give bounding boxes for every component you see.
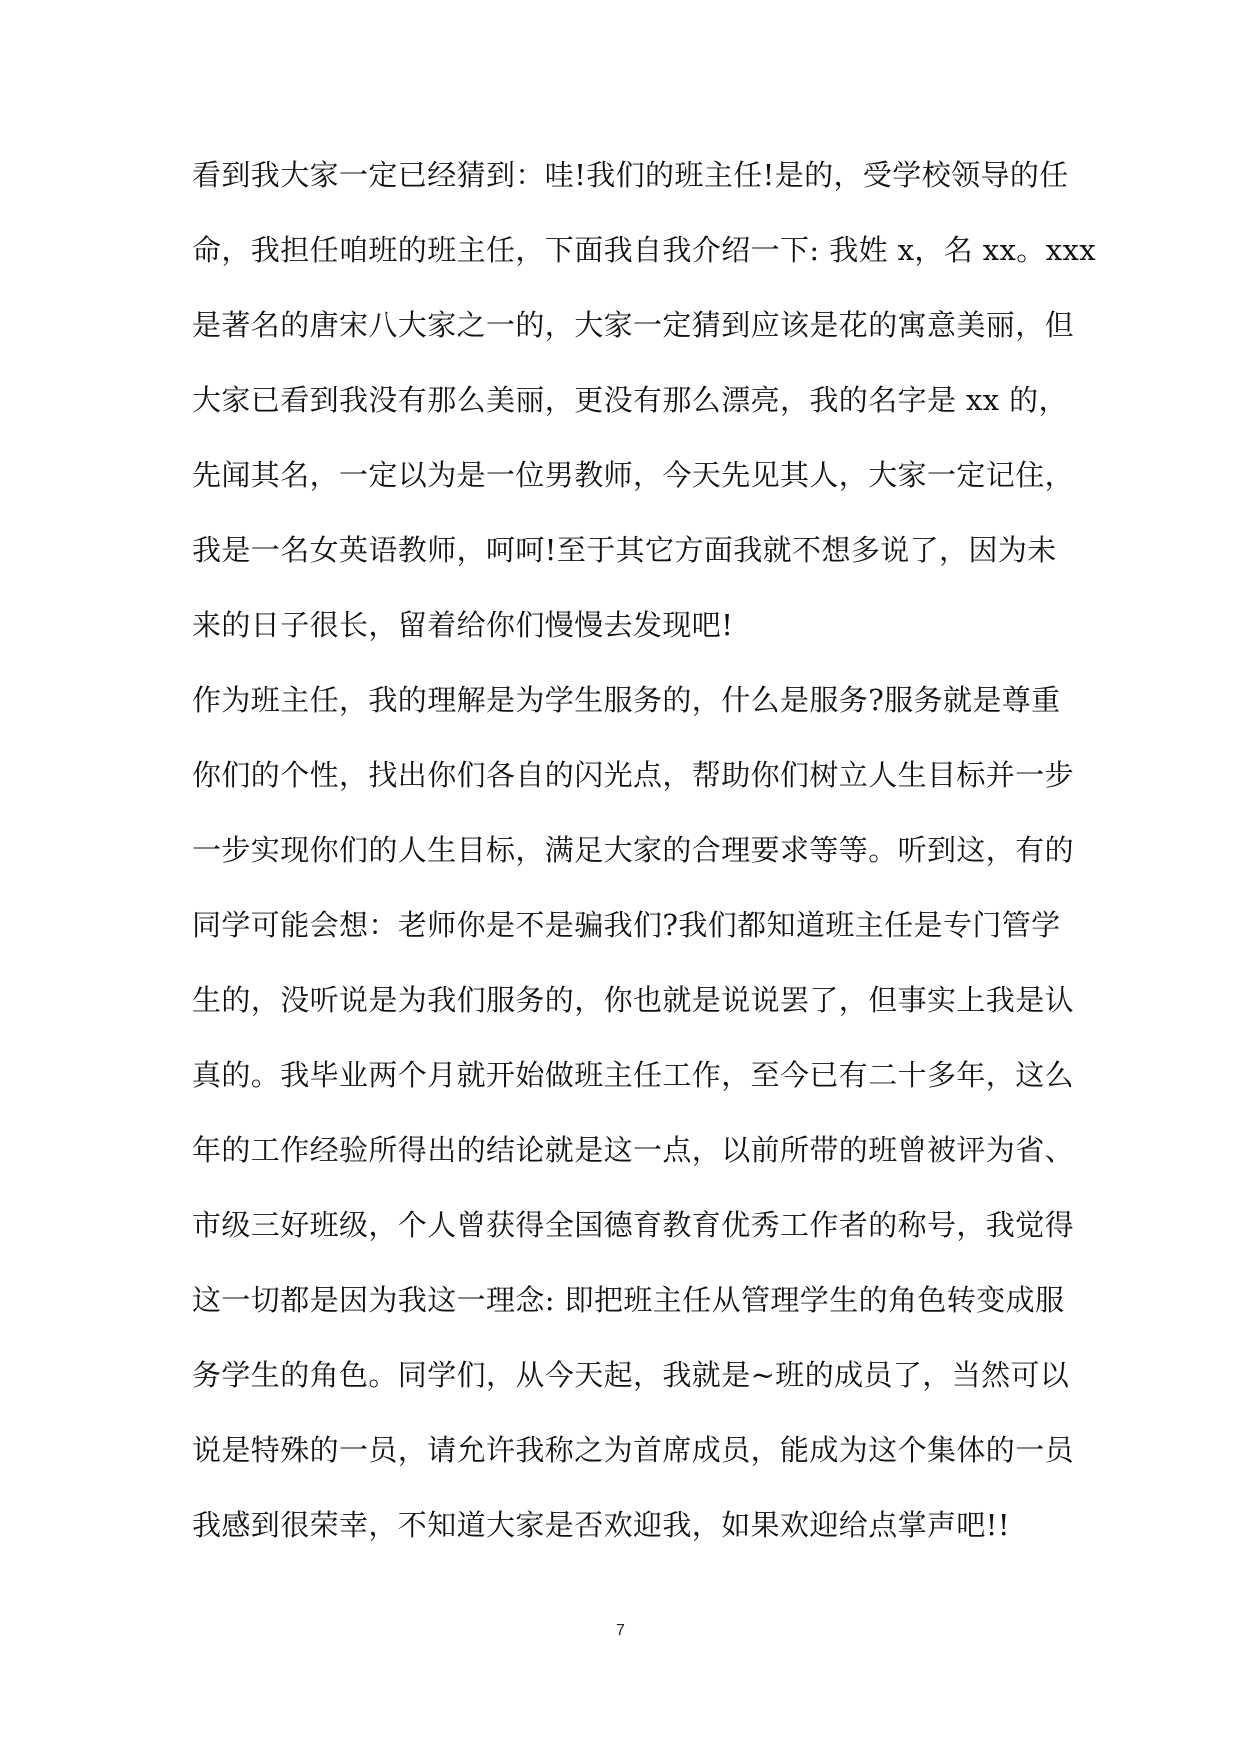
text-line: 作为班主任，我的理解是为学生服务的，什么是服务?服务就是尊重	[192, 683, 1061, 717]
text-line: 生的，没听说是为我们服务的，你也就是说说罢了，但事实上我是认	[192, 983, 1075, 1017]
text-line: 先闻其名，一定以为是一位男教师，今天先见其人，大家一定记住，	[192, 458, 1075, 492]
text-line: 年的工作经验所得出的结论就是这一点，以前所带的班曾被评为省、	[192, 1133, 1075, 1167]
text-line: 这一切都是因为我这一理念: 即把班主任从管理学生的角色转变成服	[192, 1283, 1065, 1317]
text-line: 真的。我毕业两个月就开始做班主任工作，至今已有二十多年，这么	[192, 1058, 1075, 1092]
text-line: 看到我大家一定已经猜到：哇!我们的班主任!是的，受学校领导的任	[192, 158, 1069, 192]
text-line: 是著名的唐宋八大家之一的，大家一定猜到应该是花的寓意美丽，但	[192, 308, 1075, 342]
text-line: 同学可能会想：老师你是不是骗我们?我们都知道班主任是专门管学	[192, 908, 1061, 942]
text-line: 我感到很荣幸，不知道大家是否欢迎我，如果欢迎给点掌声吧!!	[192, 1508, 1010, 1542]
text-line: 市级三好班级，个人曾获得全国德育教育优秀工作者的称号，我觉得	[192, 1208, 1075, 1242]
text-line: 务学生的角色。同学们，从今天起，我就是~班的成员了，当然可以	[192, 1358, 1070, 1392]
text-line: 命，我担任咱班的班主任，下面我自我介绍一下: 我姓 x，名 xx。xxx	[192, 233, 1096, 267]
text-line: 你们的个性，找出你们各自的闪光点，帮助你们树立人生目标并一步	[192, 758, 1075, 792]
document-body	[192, 138, 1096, 1563]
page-number: 7	[616, 1622, 625, 1639]
text-line: 大家已看到我没有那么美丽，更没有那么漂亮，我的名字是 xx 的，	[192, 383, 1068, 417]
text-line: 一步实现你们的人生目标，满足大家的合理要求等等。听到这，有的	[192, 833, 1075, 867]
text-line: 我是一名女英语教师，呵呵!至于其它方面我就不想多说了，因为未	[192, 533, 1057, 567]
text-line: 来的日子很长，留着给你们慢慢去发现吧!	[192, 608, 734, 642]
text-line: 说是特殊的一员，请允许我称之为首席成员，能成为这个集体的一员	[192, 1433, 1075, 1467]
